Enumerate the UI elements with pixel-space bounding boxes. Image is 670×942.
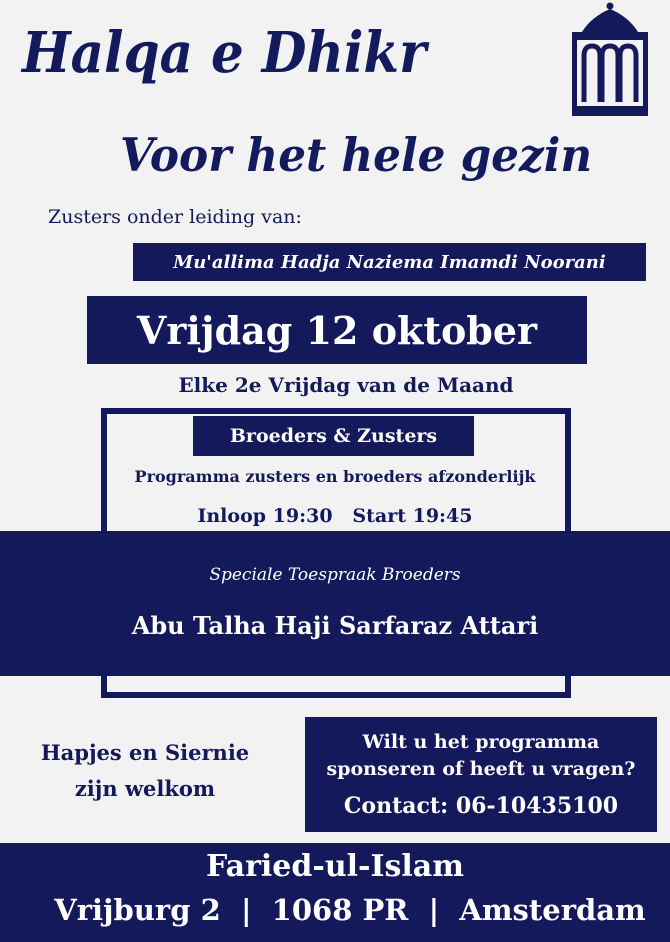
organization-name: Faried-ul-Islam: [206, 849, 464, 884]
snacks-line-2: zijn welkom: [74, 776, 216, 801]
address: Vrijburg 2 | 1068 PR | Amsterdam: [54, 893, 646, 927]
audience-banner: [193, 416, 474, 456]
title-line-2: Voor het hele gezin: [120, 128, 593, 182]
sisters-leader-name: Mu'allima Hadja Naziema Imamdi Noorani: [173, 251, 606, 273]
snacks-line-1: Hapjes en Siernie: [40, 740, 250, 765]
title-line-1: Halqa e Dhikr: [22, 20, 427, 86]
sponsor-question-line-1: Wilt u het programma: [362, 731, 600, 753]
sponsor-question-line-2: sponseren of heeft u vragen?: [326, 758, 636, 780]
event-times: Inloop 19:30 Start 19:45: [197, 505, 473, 527]
sisters-leader-banner: [133, 243, 646, 281]
footer-band: [0, 843, 670, 942]
event-recurrence: Elke 2e Vrijdag van de Maand: [178, 373, 514, 397]
program-note: Programma zusters en broeders afzonderlijk: [134, 467, 536, 486]
contact-phone: Contact: 06-10435100: [343, 793, 619, 819]
speaker-name: Abu Talha Haji Sarfaraz Attari: [131, 611, 539, 640]
sisters-label: Zusters onder leiding van:: [48, 206, 302, 228]
sponsor-question: [305, 729, 657, 783]
lantern-icon: [568, 2, 652, 120]
speech-band: [0, 531, 670, 676]
speech-subtitle: Speciale Toespraak Broeders: [209, 565, 461, 585]
event-date: Vrijdag 12 oktober: [136, 307, 538, 353]
snacks-note: [10, 735, 280, 807]
audience-label: Broeders & Zusters: [229, 425, 438, 447]
contact-box: [305, 717, 657, 832]
event-date-banner: [87, 296, 587, 364]
